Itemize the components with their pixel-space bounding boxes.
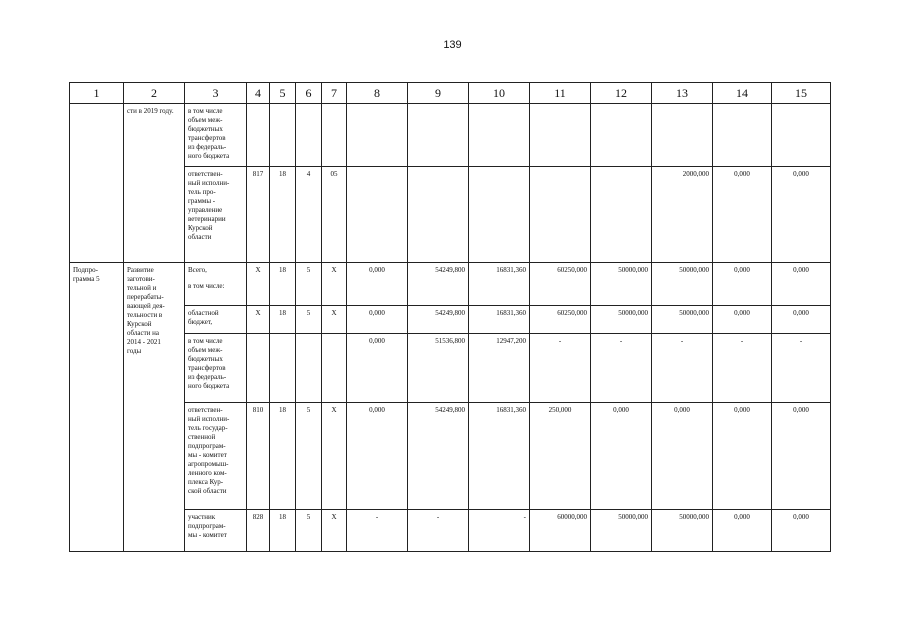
table-cell: 50000,000 xyxy=(591,306,652,334)
table-cell xyxy=(469,104,530,167)
table-cell: X xyxy=(322,263,347,306)
table-cell: 0,000 xyxy=(772,167,831,263)
table-cell: 5 xyxy=(296,403,322,510)
table-cell xyxy=(530,104,591,167)
table-cell xyxy=(247,334,270,403)
table-cell: 18 xyxy=(270,167,296,263)
table-cell: 250,000 xyxy=(530,403,591,510)
table-row xyxy=(70,306,831,334)
table-cell: 0,000 xyxy=(347,334,408,403)
table-cell: 54249,800 xyxy=(408,403,469,510)
table-cell: - xyxy=(591,334,652,403)
table-cell: ответствен- ный исполни- тель государ- ственной подпрограм- мы - комитет агропромыш- ленного ком- плекса Кур- ской области xyxy=(185,403,247,510)
table-cell: - xyxy=(530,334,591,403)
table-cell: - xyxy=(772,334,831,403)
table-cell: Подпро- грамма 5 xyxy=(70,263,124,552)
cell-text: в том числе: xyxy=(188,282,225,290)
header-cell: 7 xyxy=(322,83,347,104)
table-cell: X xyxy=(247,306,270,334)
table-cell: X xyxy=(322,306,347,334)
table-cell: в том числе объем меж- бюджетных трансфертов из федераль- ного бюджета xyxy=(185,334,247,403)
table-cell: 16831,360 xyxy=(469,263,530,306)
table-cell xyxy=(408,104,469,167)
table-cell: 5 xyxy=(296,510,322,552)
table-cell: 60250,000 xyxy=(530,263,591,306)
cell-text: Всего, xyxy=(188,266,207,274)
table-cell: 60000,000 xyxy=(530,510,591,552)
table-cell: 50000,000 xyxy=(652,510,713,552)
header-cell: 13 xyxy=(652,83,713,104)
table-cell: ответствен- ный исполни- тель про- граммы - управление ветеринарии Курской области xyxy=(185,167,247,263)
table-cell: - xyxy=(347,510,408,552)
table-cell xyxy=(270,334,296,403)
table-cell: 4 xyxy=(296,167,322,263)
table-cell: Развитие заготови- тельной и перерабаты- вающей дея- тельности в Курской области на 2014 - 2021 годы xyxy=(124,263,185,552)
table-cell xyxy=(469,167,530,263)
table-cell xyxy=(530,167,591,263)
table-row xyxy=(70,167,831,263)
table-cell: 50000,000 xyxy=(591,510,652,552)
table-cell: 0,000 xyxy=(713,167,772,263)
table-cell: - xyxy=(713,334,772,403)
table-cell xyxy=(408,167,469,263)
table-cell: 0,000 xyxy=(591,403,652,510)
header-cell: 9 xyxy=(408,83,469,104)
table-cell: X xyxy=(322,510,347,552)
table-cell: 54249,800 xyxy=(408,263,469,306)
table-cell: 50000,000 xyxy=(652,263,713,306)
table-cell: 810 xyxy=(247,403,270,510)
table-cell: 0,000 xyxy=(772,263,831,306)
table-cell: 12947,200 xyxy=(469,334,530,403)
table-cell xyxy=(322,104,347,167)
header-cell: 4 xyxy=(247,83,270,104)
table-cell: 18 xyxy=(270,510,296,552)
table-cell: - xyxy=(469,510,530,552)
table-cell xyxy=(591,167,652,263)
table-cell: 0,000 xyxy=(772,510,831,552)
table-cell xyxy=(347,104,408,167)
table-cell: 0,000 xyxy=(713,403,772,510)
table-row xyxy=(70,510,831,552)
table-cell: 05 xyxy=(322,167,347,263)
table-cell xyxy=(772,104,831,167)
header-cell: 1 xyxy=(70,83,124,104)
table-cell: 0,000 xyxy=(713,306,772,334)
table-cell: 0,000 xyxy=(347,306,408,334)
header-cell: 3 xyxy=(185,83,247,104)
header-cell: 12 xyxy=(591,83,652,104)
table-cell xyxy=(270,104,296,167)
table-cell: 18 xyxy=(270,263,296,306)
table-cell xyxy=(347,167,408,263)
table-row xyxy=(70,334,831,403)
header-cell: 2 xyxy=(124,83,185,104)
table-cell: - xyxy=(408,510,469,552)
table-row xyxy=(70,403,831,510)
header-cell: 11 xyxy=(530,83,591,104)
table-cell: участник подпрограм- мы - комитет xyxy=(185,510,247,552)
table-cell xyxy=(70,104,124,263)
header-cell: 10 xyxy=(469,83,530,104)
table-cell: 50000,000 xyxy=(652,306,713,334)
table-cell: 5 xyxy=(296,306,322,334)
header-row xyxy=(70,83,831,104)
table-cell: 0,000 xyxy=(772,306,831,334)
table-cell: 18 xyxy=(270,403,296,510)
header-cell: 15 xyxy=(772,83,831,104)
table-cell: 2000,000 xyxy=(652,167,713,263)
table-cell: 5 xyxy=(296,263,322,306)
table-cell: 0,000 xyxy=(713,510,772,552)
table-cell: 0,000 xyxy=(652,403,713,510)
header-cell: 6 xyxy=(296,83,322,104)
table-cell xyxy=(652,104,713,167)
table-cell: X xyxy=(322,403,347,510)
table-cell: 16831,360 xyxy=(469,403,530,510)
table-cell xyxy=(247,104,270,167)
table-cell xyxy=(296,104,322,167)
table-row xyxy=(70,104,831,167)
table-cell xyxy=(322,334,347,403)
table-cell: 0,000 xyxy=(713,263,772,306)
table-cell xyxy=(713,104,772,167)
table-cell: 0,000 xyxy=(772,403,831,510)
table-cell: 0,000 xyxy=(347,263,408,306)
table-cell: 50000,000 xyxy=(591,263,652,306)
table-cell xyxy=(296,334,322,403)
table-cell: 54249,800 xyxy=(408,306,469,334)
table-cell: 51536,800 xyxy=(408,334,469,403)
table-cell: сти в 2019 году. xyxy=(124,104,185,263)
table-cell: 0,000 xyxy=(347,403,408,510)
table-cell: областной бюджет, xyxy=(185,306,247,334)
table-cell: 828 xyxy=(247,510,270,552)
table-cell xyxy=(591,104,652,167)
table-cell: в том числе объем меж- бюджетных трансфертов из федераль- ного бюджета xyxy=(185,104,247,167)
table-cell xyxy=(185,263,247,306)
table-cell: - xyxy=(652,334,713,403)
table-cell: 18 xyxy=(270,306,296,334)
header-cell: 8 xyxy=(347,83,408,104)
table-cell: 817 xyxy=(247,167,270,263)
table-row xyxy=(70,263,831,306)
budget-table xyxy=(69,82,831,552)
table-cell: 16831,360 xyxy=(469,306,530,334)
header-cell: 5 xyxy=(270,83,296,104)
table-cell: 60250,000 xyxy=(530,306,591,334)
table-cell: X xyxy=(247,263,270,306)
page-number: 139 xyxy=(443,39,462,51)
header-cell: 14 xyxy=(713,83,772,104)
